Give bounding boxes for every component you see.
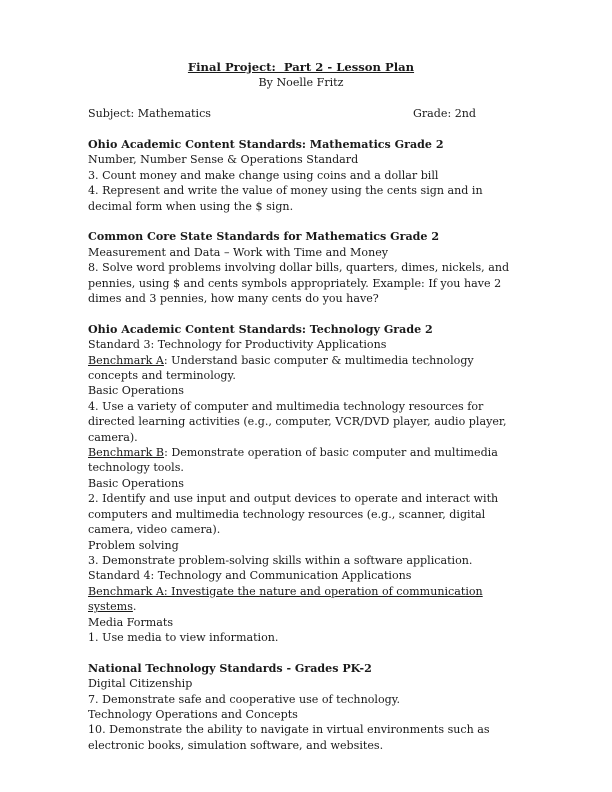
spacer xyxy=(88,91,514,106)
benchmark-a2-period: . xyxy=(132,600,137,614)
benchmark-a2-underlined-text: Benchmark A: Investigate the nature and operation of communication systems xyxy=(88,584,483,614)
section-line: Basic Operations xyxy=(88,384,184,398)
spacer xyxy=(88,214,514,229)
benchmark-a-line xyxy=(88,353,514,384)
section-line: Number, Number Sense & Operations Standard xyxy=(88,153,359,167)
section-line: Basic Operations xyxy=(88,476,184,490)
byline: By Noelle Fritz xyxy=(258,76,344,90)
section-line: 1. Use media to view information. xyxy=(88,630,279,644)
section-line: 3. Demonstrate problem-solving skills within a software application. xyxy=(88,553,473,567)
section-line: Problem solving xyxy=(88,538,179,552)
page-title xyxy=(88,60,514,75)
benchmark-a-text: : Understand basic computer & multimedia technology concepts and terminology. xyxy=(88,353,474,383)
page-title-text: Final Project: Part 2 - Lesson Plan xyxy=(187,60,415,74)
section-line: Standard 3: Technology for Productivity Applications xyxy=(88,338,387,352)
section-line: 7. Demonstrate safe and cooperative use of technology. xyxy=(88,692,401,706)
section-line: 4. Represent and write the value of money using the cents sign and in decimal form when using the $ sign. xyxy=(88,184,483,213)
section-line: Media Formats xyxy=(88,615,174,629)
section-heading-national-technology: National Technology Standards - Grades PK-2 xyxy=(88,661,372,675)
subject-label: Subject: Mathematics xyxy=(88,107,211,121)
spacer xyxy=(88,645,514,660)
section-line: Measurement and Data – Work with Time and Money xyxy=(88,245,389,259)
spacer xyxy=(88,306,514,321)
section-line: 8. Solve word problems involving dollar bills, quarters, dimes, nickels, and pennies, using $ and cents symbols appropriately. Example: If you have 2 dimes and 3 pennies, how many cents do you have? xyxy=(88,261,510,306)
section-line: 3. Count money and make change using coins and a dollar bill xyxy=(88,168,439,182)
section-line: 4. Use a variety of computer and multimedia technology resources for directed learning activities (e.g., computer, VCR/DVD player, audio player, camera). xyxy=(88,399,507,444)
section-line: Technology Operations and Concepts xyxy=(88,707,298,721)
benchmark-b-line xyxy=(88,445,514,476)
grade-label: Grade: 2nd xyxy=(413,107,477,121)
benchmark-b-text: : Demonstrate operation of basic computer and multimedia technology tools. xyxy=(88,446,498,475)
section-line: 2. Identify and use input and output devices to operate and interact with computers and multimedia technology resources (e.g., scanner, digital camera, video camera). xyxy=(88,492,499,537)
section-heading-common-core: Common Core State Standards for Mathematics Grade 2 xyxy=(88,230,440,244)
benchmark-a-label: Benchmark A xyxy=(88,353,164,367)
section-line: Standard 4: Technology and Communication Applications xyxy=(88,569,412,583)
subject-grade-row xyxy=(88,106,514,121)
benchmark-a2-line xyxy=(88,584,514,615)
section-line: Digital Citizenship xyxy=(88,677,193,691)
spacer xyxy=(88,122,514,137)
section-heading-ohio-math: Ohio Academic Content Standards: Mathematics Grade 2 xyxy=(88,137,444,151)
section-line: 10. Demonstrate the ability to navigate in virtual environments such as electronic books, simulation software, and websites. xyxy=(88,723,490,752)
benchmark-b-label: Benchmark B xyxy=(88,446,165,460)
document-content xyxy=(88,60,514,753)
section-heading-ohio-technology: Ohio Academic Content Standards: Technology Grade 2 xyxy=(88,322,433,336)
